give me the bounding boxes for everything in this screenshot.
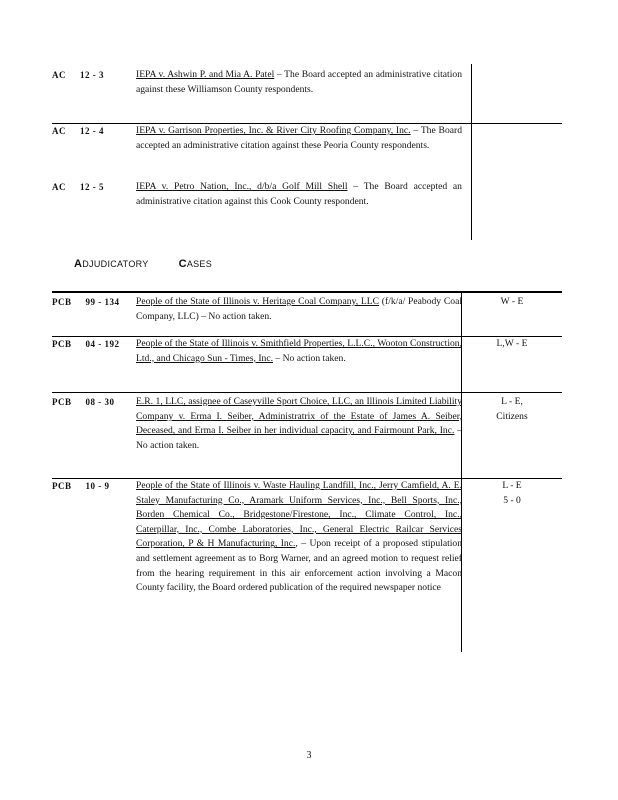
section-heading: ADJUDICATORY CASES [74, 258, 213, 270]
case-id: PCB 04 - 192 [52, 339, 120, 349]
case-id: AC 12 - 4 [52, 126, 104, 136]
row-divider [52, 123, 562, 124]
adjudicatory-cases-table [52, 295, 562, 649]
vote-cell: L - E 5 - 0 [502, 480, 522, 506]
case-description: IEPA v. Ashwin P. and Mia A. Patel – The Board accepted an administrative citation against these Williamson County respondents. [136, 69, 462, 95]
case-id: AC 12 - 5 [52, 182, 104, 192]
case-id: PCB 08 - 30 [52, 397, 115, 407]
page-number: 3 [306, 750, 312, 761]
table-row [52, 68, 562, 124]
table-top-rule [52, 291, 562, 293]
row-divider [52, 478, 562, 479]
case-description: People of the State of Illinois v. Smithfield Properties, L.L.C., Wooton Construction, Ltd., and Chicago Sun - Times, Inc. – No action taken. [136, 338, 462, 364]
case-description: IEPA v. Petro Nation, Inc., d/b/a Golf Mill Shell – The Board accepted an administrative citation against this Cook County respondent. [136, 181, 462, 207]
admin-citations-table [52, 68, 562, 236]
vote-cell: L,W - E [496, 338, 528, 349]
table-row [52, 395, 562, 479]
table-row [52, 124, 562, 180]
case-description: People of the State of Illinois v. Heritage Coal Company, LLC (f/k/a/ Peabody Coal Company, LLC) – No action taken. [136, 296, 462, 322]
case-id: PCB 99 - 134 [52, 297, 120, 307]
column-divider [471, 64, 472, 240]
case-description: People of the State of Illinois v. Waste Hauling Landfill, Inc., Jerry Camfield, A. E. Staley Manufacturing Co., Aramark Uniform Services, Inc., Bell Sports, Inc., Borden Chemical Co., Bridgestone/Firestone, Inc., Climate Control, Inc., Caterpillar, Inc., Combe Laboratories, Inc., General Electric Railcar Services Corporation, P & H Manufacturing, Inc., – Upon receipt of a proposed stipulation and settlement agreement as to Borg Warner, and an agreed motion to request relief from the hearing requirement in this air enforcement action involving a Macon County facility, the Board ordered publication of the required newspaper notice [136, 480, 463, 594]
case-description: E.R. 1, LLC, assignee of Caseyville Sport Choice, LLC, an Illinois Limited Liability Company v. Erma I. Seiber, Administratrix of the Estate of James A. Seiber, Deceased, and Erma I. Seiber in her individual capacity, and Fairmount Park, Inc. – No action taken. [136, 396, 462, 451]
table-row [52, 335, 562, 395]
case-description: IEPA v. Garrison Properties, Inc. & River City Roofing Company, Inc. – The Board accepted an administrative citation against these Peoria County respondents. [136, 125, 462, 151]
row-divider [52, 392, 562, 393]
table-row [52, 479, 562, 649]
case-id: PCB 10 - 9 [52, 481, 110, 491]
vote-cell: W - E [500, 296, 524, 307]
table-row [52, 180, 562, 236]
case-id: AC 12 - 3 [52, 70, 104, 80]
table-row [52, 295, 562, 335]
row-divider [52, 336, 562, 337]
vote-cell: L - E, Citizens [496, 396, 528, 422]
